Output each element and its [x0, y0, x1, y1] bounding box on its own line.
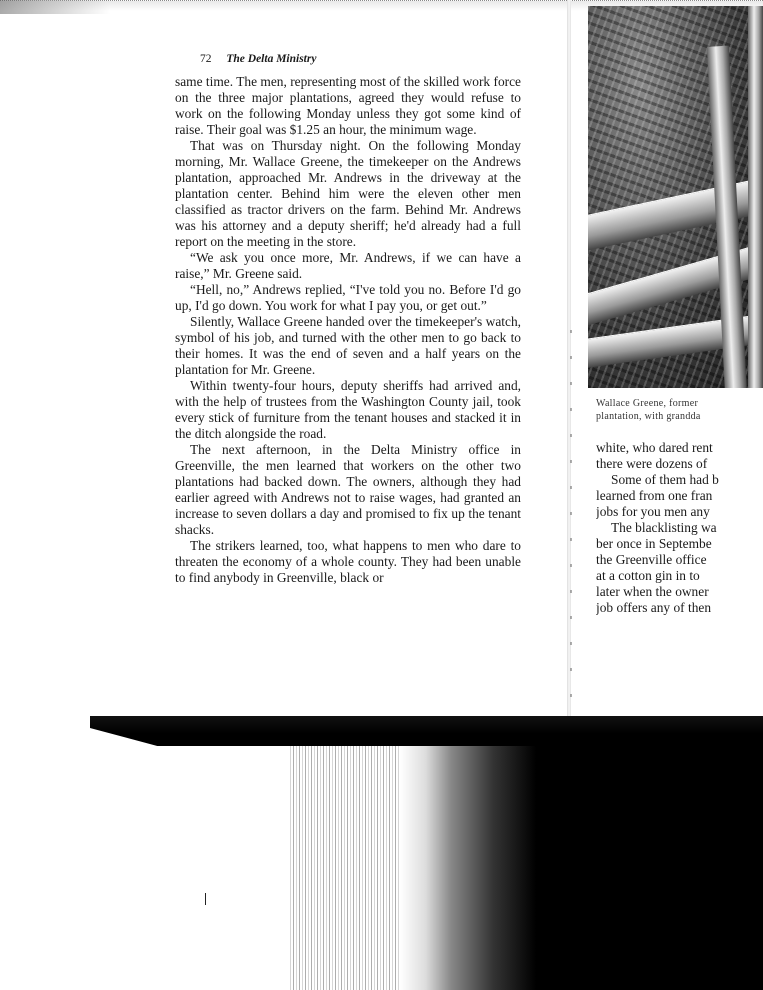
- paragraph: The strikers learned, too, what happens to men who dare to threaten the economy of a whole county. They had been unable to find anybody in Greenville, black or: [175, 538, 521, 585]
- paragraph: “Hell, no,” Andrews replied, “I've told you no. Before I'd go up, I'd go down. You work for what I pay you, or get out.”: [175, 282, 521, 313]
- paragraph: “We ask you once more, Mr. Andrews, if we can have a raise,” Mr. Greene said.: [175, 250, 521, 281]
- scan-shadow-gradient: [400, 740, 570, 990]
- text-line: later when the owner: [596, 584, 709, 599]
- text-line: Some of them had b: [611, 472, 719, 487]
- right-page-body: [596, 440, 763, 616]
- text-line: learned from one fran: [596, 488, 713, 503]
- paragraph: Silently, Wallace Greene handed over the timekeeper's watch, symbol of his job, and turned with the other men to go back to their homes. It was the end of seven and a half years on the plantation for Mr. Greene.: [175, 314, 521, 377]
- stray-mark: [205, 893, 206, 905]
- paragraph: The next afternoon, in the Delta Ministry office in Greenville, the men learned that workers on the other two plantations had backed down. The owners, although they had earlier agreed with Andrews not to raise wages, had granted an increase to seven dollars a day and promised to fix up the tenant shacks.: [175, 442, 521, 537]
- running-header: [200, 53, 316, 65]
- gutter-shadow-marks: [570, 330, 572, 720]
- page-number: 72: [200, 53, 212, 65]
- text-line: jobs for you men any: [596, 504, 710, 519]
- paragraph: Within twenty-four hours, deputy sheriffs had arrived and, with the help of trustees from the Washington County jail, took every stick of furniture from the tenant houses and stacked it in the ditch alongside the road.: [175, 378, 521, 441]
- paragraph: That was on Thursday night. On the following Monday morning, Mr. Wallace Greene, the timekeeper on the Andrews plantation, approached Mr. Andrews in the driveway at the plantation center. Behind him were the eleven other men classified as tractor drivers on the farm. Behind Mr. Andrews was his attorney and a deputy sheriff; he'd already had a full report on the meeting in the store.: [175, 138, 521, 249]
- fence-post-edge: [748, 6, 763, 388]
- text-line: at a cotton gin in to: [596, 568, 700, 583]
- scan-left-shadow: [0, 0, 110, 14]
- text-line: ber once in Septembe: [596, 536, 712, 551]
- text-line: job offers any of then: [596, 600, 712, 615]
- text-line: The blacklisting wa: [611, 520, 717, 535]
- photo-caption: [596, 397, 763, 423]
- caption-line: plantation, with grandda: [596, 411, 701, 422]
- book-title: The Delta Ministry: [226, 53, 317, 65]
- text-line: white, who dared rent: [596, 440, 713, 455]
- left-page-body: [175, 74, 521, 586]
- scan-dark-region: [570, 716, 763, 990]
- photograph-fence: [588, 6, 763, 388]
- caption-line: Wallace Greene, former: [596, 398, 699, 409]
- text-line: the Greenville office: [596, 552, 707, 567]
- paragraph: same time. The men, representing most of the skilled work force on the three major plantations, agreed they would refuse to work on the following Monday unless they got some kind of raise. Their goal was $1.25 an hour, the minimum wage.: [175, 74, 521, 137]
- page-bottom-edge: [90, 716, 763, 746]
- text-line: there were dozens of: [596, 456, 708, 471]
